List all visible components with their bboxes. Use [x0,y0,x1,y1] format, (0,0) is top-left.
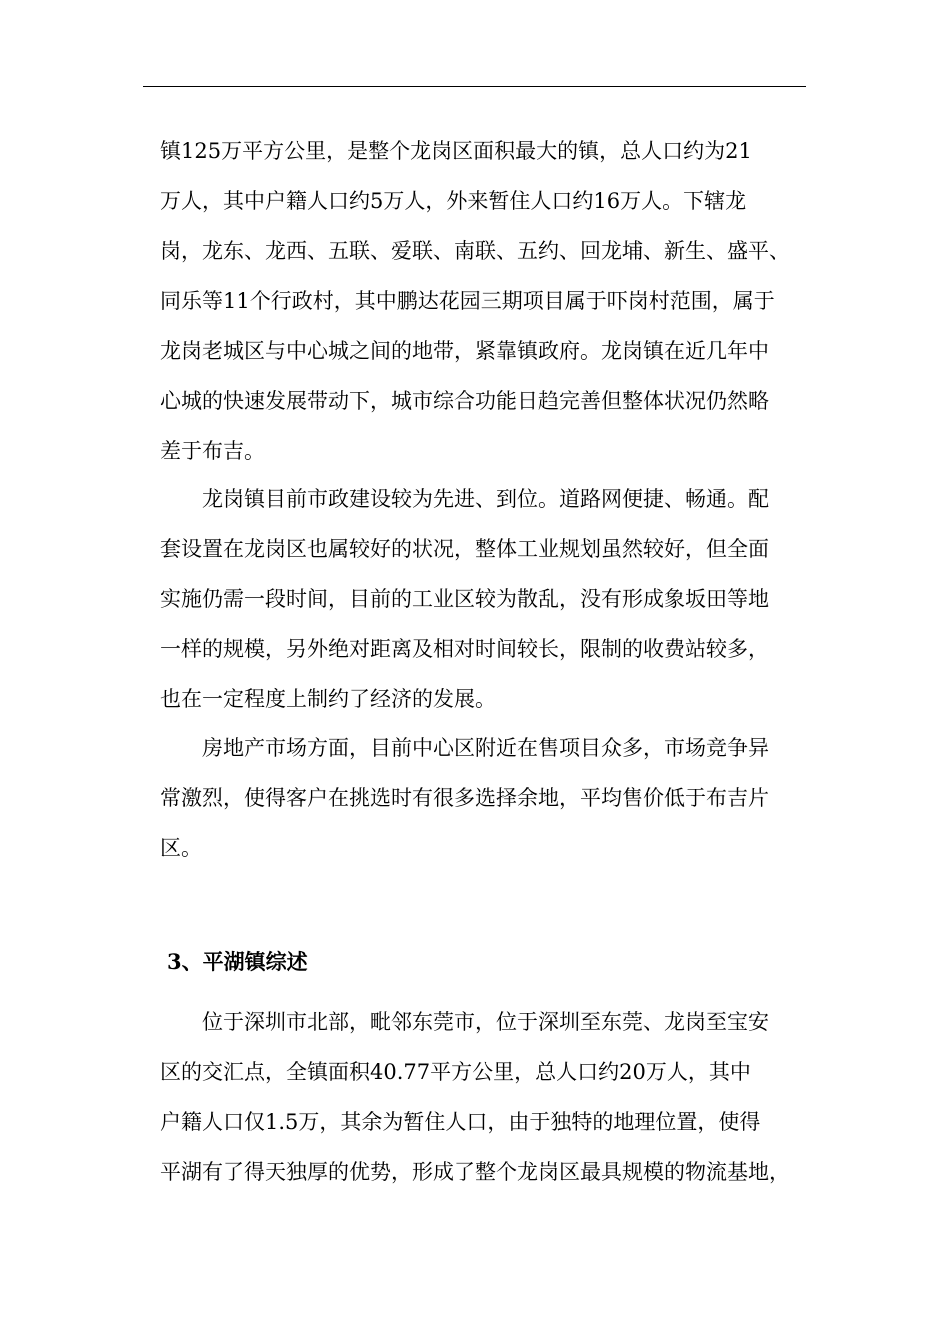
text-line: 岗，龙东、龙西、五联、爱联、南联、五约、回龙埔、新生、盛平、 [160,239,790,263]
text-line: 区的交汇点，全镇面积40.77平方公里，总人口约20万人，其中 [160,1060,751,1084]
header-rule [143,86,806,87]
section-heading: 3、平湖镇综述 [167,949,308,974]
text-line: 龙岗镇目前市政建设较为先进、到位。道路网便捷、畅通。配 [160,487,769,511]
text-line: 差于布吉。 [160,439,265,463]
text-line: 户籍人口仅1.5万，其余为暂住人口，由于独特的地理位置，使得 [160,1110,761,1134]
text-line: 同乐等11个行政村，其中鹏达花园三期项目属于吓岗村范围，属于 [160,289,775,313]
text-line: 区。 [160,836,202,860]
text-line: 房地产市场方面，目前中心区附近在售项目众多，市场竞争异 [160,736,769,760]
text-line: 位于深圳市北部，毗邻东莞市，位于深圳至东莞、龙岗至宝安 [160,1010,769,1034]
text-line: 也在一定程度上制约了经济的发展。 [160,687,496,711]
text-line: 套设置在龙岗区也属较好的状况，整体工业规划虽然较好，但全面 [160,537,769,561]
text-line: 平湖有了得天独厚的优势，形成了整个龙岗区最具规模的物流基地， [160,1160,790,1184]
text-line: 万人，其中户籍人口约5万人，外来暂住人口约16万人。下辖龙 [160,189,747,213]
text-line: 龙岗老城区与中心城之间的地带，紧靠镇政府。龙岗镇在近几年中 [160,339,769,363]
text-line: 心城的快速发展带动下，城市综合功能日趋完善但整体状况仍然略 [160,389,769,413]
text-line: 镇125万平方公里，是整个龙岗区面积最大的镇，总人口约为21 [160,139,752,163]
text-line: 实施仍需一段时间，目前的工业区较为散乱，没有形成象坂田等地 [160,587,769,611]
text-line: 常激烈，使得客户在挑选时有很多选择余地，平均售价低于布吉片 [160,786,769,810]
text-line: 一样的规模，另外绝对距离及相对时间较长，限制的收费站较多， [160,637,769,661]
